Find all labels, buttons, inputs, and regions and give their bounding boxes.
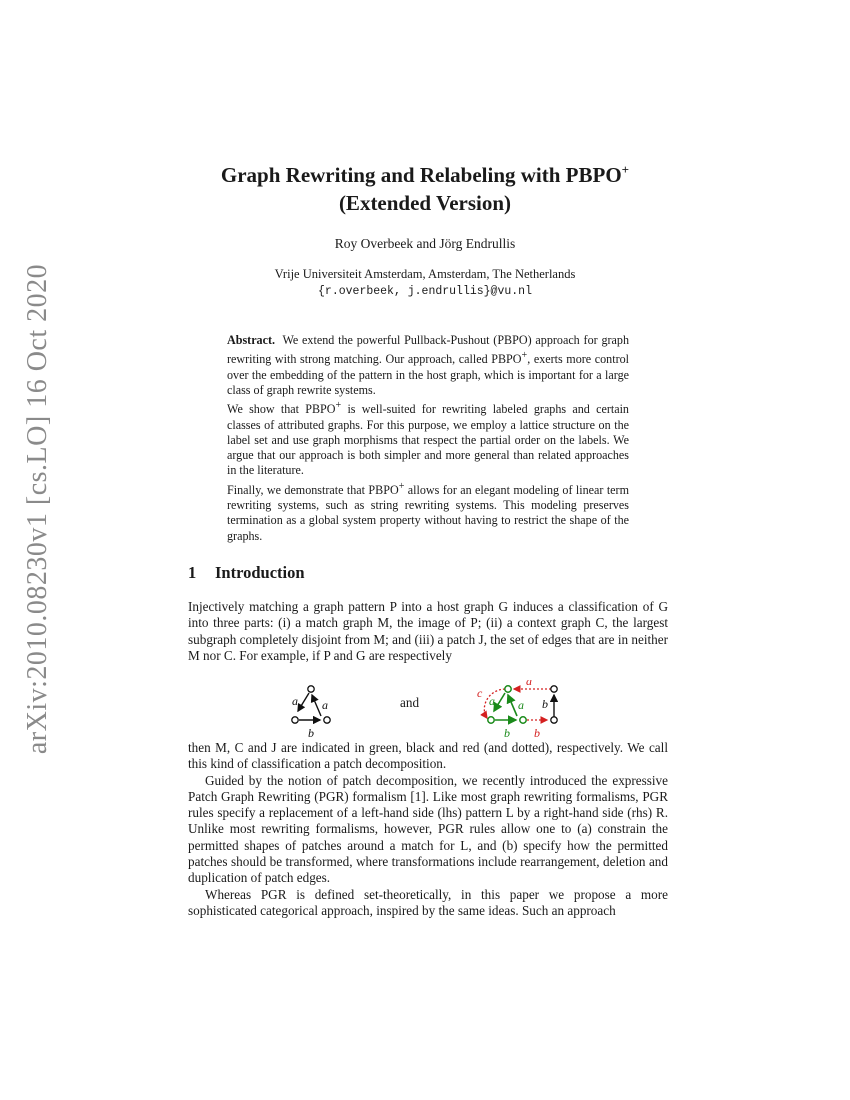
abstract-text-3b: allows for an elegant modeling of linear term rewriting systems, such as string rewriting systems. This modeling preserves termination as a global system property without having to restrict the shape of the graphs. [227,482,629,543]
host-label-a-top: a [526,680,532,688]
section-title: Introduction [215,563,305,582]
host-graph [477,680,557,740]
affiliation-block [180,266,670,300]
pattern-label-b: b [308,726,314,740]
pattern-edge-a-left [298,693,309,711]
affiliation: Vrije Universiteit Amsterdam, Amsterdam, The Netherlands [274,267,576,281]
abstract-sup-2: + [335,400,342,412]
host-label-c: c [477,686,483,700]
abstract-sup-3: + [398,480,405,492]
host-node-top-right [551,686,557,692]
pattern-label-a-left: a [292,694,298,708]
pattern-node-top [308,686,314,692]
host-label-b-black: b [542,697,548,711]
abstract-paragraph-3 [227,479,629,544]
figure-and: and [400,695,420,710]
intro-body [188,740,668,919]
title-line-1: Graph Rewriting and Relabeling with PBPO [220,163,622,187]
title-superscript: + [621,162,630,177]
host-label-b-green: b [504,726,510,740]
section-number: 1 [188,563,197,582]
abstract-sup-1: + [521,350,528,362]
host-node-bottom-right [551,717,557,723]
pattern-node-right [324,717,330,723]
host-node-right [520,717,526,723]
pattern-node-left [292,717,298,723]
pattern-label-a-right: a [322,698,328,712]
intro-paragraph-4: Whereas PGR is defined set-theoretically, in this paper we propose a more sophisticated categorical approach, inspired by the same ideas. Such an approach [188,886,668,918]
pattern-edge-a-right [312,695,321,716]
host-node-left [488,717,494,723]
abstract-text-2a: We show that PBPO [227,402,336,417]
pattern-graph [292,686,330,740]
paper-title [180,156,670,217]
match-edge-a-left [494,693,505,711]
authors: Roy Overbeek and Jörg Endrullis [334,236,516,251]
abstract-paragraph-1 [227,333,629,398]
abstract-text-1b: , exerts more control over the embedding of the pattern in the host graph, which is important for a large class of graph rewrite systems. [227,352,630,397]
abstract-text-1a: We extend the powerful Pullback-Pushout (PBPO) approach for graph rewriting with strong matching. Our approach, called PBPO [227,333,629,367]
abstract [227,333,629,544]
arxiv-sidebar [12,263,64,755]
patch-decomposition-figure [282,680,582,740]
host-label-a-left: a [489,694,495,708]
abstract-paragraph-2 [227,398,629,479]
title-line-2: (Extended Version) [338,191,512,215]
intro-paragraph-3: Guided by the notion of patch decomposition, we recently introduced the expressive Patch Graph Rewriting (PGR) formalism [1]. Like most graph rewriting formalisms, PGR rules specify a replacement of a left-hand side (lhs) pattern L by a right-hand side (rhs) R. Unlike most rewriting formalisms, however, PGR rules allow one to (a) constrain the permitted shapes of patches around a match for L, and (b) specify how the permitted patches should be transformed, where transformations include rearrangement, deletion and duplication of patch edges. [188,772,668,886]
host-label-b-red: b [534,726,540,740]
intro-paragraph-1: Injectively matching a graph pattern P into a host graph G induces a classification of G into three parts: (i) a match graph M, the image of P; (ii) a context graph C, the largest subgraph completely disjoint from M; and (iii) a patch J, the set of edges that are in neither M nor C. For example, if P and G are respectively [188,599,668,663]
host-node-top [505,686,511,692]
abstract-text-2b: is well-suited for rewriting labeled graphs and certain classes of attributed graphs. For this purpose, we employ a lattice structure on the label set and use graph morphisms that respect the partial order on the labels. We argue that our approach is both simpler and more general than related approaches in the literature. [227,402,629,478]
host-label-a-right: a [518,698,524,712]
arxiv-id: arXiv:2010.08230v1 [cs.LO] 16 Oct 2020 [22,263,54,755]
intro-paragraph-2: then M, C and J are indicated in green, black and red (and dotted), respectively. We call this kind of classification a patch decomposition. [188,740,668,772]
section-heading [188,563,305,583]
emails: {r.overbeek, j.endrullis}@vu.nl [318,285,532,298]
match-edge-a-right [508,695,517,716]
abstract-text-3a: Finally, we demonstrate that PBPO [227,482,399,497]
abstract-label: Abstract. [227,333,276,347]
